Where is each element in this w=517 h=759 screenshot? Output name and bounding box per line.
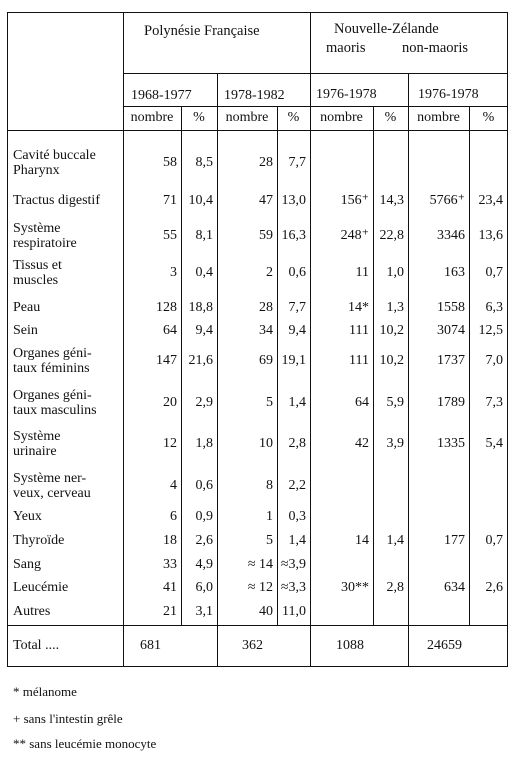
table-cell: 40 — [259, 604, 273, 619]
table-cell: 7,3 — [485, 395, 503, 410]
table-cell: 111 — [349, 323, 369, 338]
table-cell: 1 — [266, 509, 273, 524]
table-cell: 9,4 — [195, 323, 213, 338]
table-cell: 28 — [259, 300, 273, 315]
total-pf-2: 362 — [242, 638, 263, 653]
row-label-line2: veux, cerveau — [13, 486, 91, 501]
row-label-line2: muscles — [13, 273, 59, 288]
table-cell: 42 — [355, 436, 369, 451]
table-cell: 3346 — [437, 228, 465, 243]
table-cell: 2,6 — [195, 533, 213, 548]
header-nonmaoris: non-maoris — [402, 40, 469, 56]
table-cell: 8,1 — [195, 228, 213, 243]
table-cell: 10,4 — [188, 193, 213, 208]
table-cell: 7,7 — [288, 300, 306, 315]
footnote-3: ** sans leucémie monocyte — [13, 736, 157, 751]
table-cell: 1,4 — [288, 533, 306, 548]
table-cell: 0,4 — [195, 265, 213, 280]
footnote-1: * mélanome — [13, 684, 77, 699]
col-pct-1: % — [193, 110, 205, 125]
total-nz-2: 24659 — [427, 638, 462, 653]
row-label: Système ner- — [13, 471, 87, 486]
table-cell: 59 — [259, 228, 273, 243]
col-pct-2: % — [287, 110, 300, 125]
table-cell: ≈3,9 — [280, 557, 306, 572]
table-cell: 6,3 — [485, 300, 503, 315]
total-label: Total .... — [13, 638, 60, 653]
divider-h2 — [123, 106, 508, 107]
col-pct-4: % — [482, 110, 495, 125]
table-cell: 10,2 — [379, 353, 404, 368]
table-cell: 10,2 — [379, 323, 404, 338]
table-cell: 147 — [156, 353, 177, 368]
table-cell: 7,7 — [288, 155, 306, 170]
row-label-line2: Pharynx — [13, 163, 60, 178]
row-label: Sein — [13, 323, 38, 338]
period-4: 1976-1978 — [418, 87, 479, 102]
table-cell: 19,1 — [281, 353, 306, 368]
table-cell: 34 — [259, 323, 273, 338]
footnote-2: + sans l'intestin grêle — [13, 711, 123, 726]
row-label-line2: taux féminins — [13, 361, 90, 376]
total-nz-1: 1088 — [336, 638, 364, 653]
table-cell: 5 — [266, 533, 273, 548]
period-3: 1976-1978 — [316, 87, 377, 102]
row-label-line2: respiratoire — [13, 236, 77, 251]
row-label: Tractus digestif — [13, 193, 100, 208]
row-label: Peau — [13, 300, 41, 315]
table-cell: 3,1 — [195, 604, 213, 619]
table-cell: 33 — [163, 557, 177, 572]
table-cell: 55 — [163, 228, 177, 243]
table-cell: 248⁺ — [340, 228, 369, 243]
row-label: Yeux — [13, 509, 42, 524]
table-cell: 0,7 — [485, 533, 503, 548]
table-cell: 111 — [349, 353, 369, 368]
table-cell: 2 — [266, 265, 273, 280]
table-cell: 5,4 — [485, 436, 503, 451]
divider-h3 — [7, 130, 508, 131]
table-cell: 4 — [170, 478, 177, 493]
table-cell: 10 — [259, 436, 273, 451]
table-cell: 13,6 — [478, 228, 503, 243]
col-nombre-1: nombre — [130, 110, 174, 125]
table-cell: 0,9 — [195, 509, 213, 524]
row-label: Système — [13, 429, 61, 444]
row-label: Thyroïde — [13, 533, 65, 548]
row-label-line2: urinaire — [13, 444, 57, 459]
period-1: 1968-1977 — [131, 88, 192, 103]
table-cell: 5766⁺ — [429, 193, 465, 208]
row-label: Autres — [13, 604, 51, 619]
table-cell: 64 — [163, 323, 177, 338]
table-cell: 1,4 — [386, 533, 404, 548]
period-2: 1978-1982 — [224, 88, 285, 103]
table-cell: 20 — [163, 395, 177, 410]
header-pf: Polynésie Française — [144, 23, 260, 39]
table-cell: 1789 — [437, 395, 465, 410]
table-cell: 2,6 — [485, 580, 503, 595]
table-cell: 1335 — [437, 436, 465, 451]
table-cell: ≈ 12 — [247, 580, 273, 595]
table-cell: 69 — [259, 353, 273, 368]
table-cell: 6,0 — [195, 580, 213, 595]
table-cell: 163 — [444, 265, 465, 280]
table-cell: 7,0 — [485, 353, 503, 368]
table-cell: 16,3 — [281, 228, 306, 243]
table-cell: 3 — [170, 265, 177, 280]
row-label-line2: taux masculins — [13, 403, 97, 418]
table-cell: 41 — [163, 580, 177, 595]
table-cell: 5,9 — [386, 395, 404, 410]
table-cell: 2,2 — [288, 478, 306, 493]
table-cell: 30** — [341, 580, 369, 595]
table-cell: 1,0 — [386, 265, 404, 280]
row-label: Organes géni- — [13, 388, 92, 403]
table-cell: 12 — [163, 436, 177, 451]
table-cell: 2,8 — [386, 580, 404, 595]
table-cell: 14 — [355, 533, 369, 548]
table-cell: 12,5 — [478, 323, 503, 338]
table-cell: 14,3 — [379, 193, 404, 208]
table-cell: 8 — [266, 478, 273, 493]
row-label: Tissus et — [13, 258, 62, 273]
table-cell: 8,5 — [195, 155, 213, 170]
table-cell: 1558 — [437, 300, 465, 315]
table-cell: 6 — [170, 509, 177, 524]
table-cell: 71 — [163, 193, 177, 208]
table-cell: 11 — [355, 265, 369, 280]
table-cell: 18,8 — [188, 300, 213, 315]
header-nz: Nouvelle-Zélande — [334, 21, 439, 37]
row-label: Organes géni- — [13, 346, 92, 361]
table-cell: 21,6 — [188, 353, 213, 368]
table-cell: 156⁺ — [340, 193, 369, 208]
table-cell: 5 — [266, 395, 273, 410]
divider-p3-p4 — [408, 73, 409, 667]
table-cell: 1737 — [437, 353, 465, 368]
table-cell: 11,0 — [282, 604, 306, 619]
col-nombre-2: nombre — [225, 110, 269, 125]
table-cell: 58 — [163, 155, 177, 170]
table-cell: ≈ 14 — [247, 557, 273, 572]
table-cell: 4,9 — [195, 557, 213, 572]
total-pf-1: 681 — [140, 638, 161, 653]
row-label: Leucémie — [13, 580, 69, 595]
table-cell: 634 — [444, 580, 465, 595]
table-cell: 22,8 — [379, 228, 404, 243]
table-cell: 1,8 — [195, 436, 213, 451]
table-cell: ≈3,3 — [280, 580, 306, 595]
table-cell: 23,4 — [478, 193, 503, 208]
col-pct-3: % — [384, 110, 397, 125]
table-cell: 0,6 — [195, 478, 213, 493]
col-nombre-4: nombre — [417, 110, 460, 125]
header-maoris: maoris — [326, 40, 366, 56]
divider-total — [7, 625, 508, 626]
table-cell: 28 — [259, 155, 273, 170]
table-cell: 3,9 — [386, 436, 404, 451]
table-cell: 14* — [348, 300, 369, 315]
row-label: Cavité buccale — [13, 148, 96, 163]
table-cell: 9,4 — [288, 323, 306, 338]
table-cell: 177 — [444, 533, 465, 548]
row-label: Sang — [13, 557, 41, 572]
table-cell: 0,7 — [485, 265, 503, 280]
table-cell: 18 — [163, 533, 177, 548]
table-cell: 2,8 — [288, 436, 306, 451]
table-cell: 2,9 — [195, 395, 213, 410]
row-label: Système — [13, 221, 61, 236]
table-cell: 3074 — [437, 323, 465, 338]
divider-h1 — [123, 73, 508, 74]
table-cell: 13,0 — [281, 193, 306, 208]
table-cell: 0,3 — [288, 509, 306, 524]
table-cell: 128 — [156, 300, 177, 315]
table-cell: 64 — [355, 395, 369, 410]
table-cell: 21 — [163, 604, 177, 619]
table-cell: 1,3 — [386, 300, 404, 315]
table-cell: 47 — [259, 193, 273, 208]
table-cell: 0,6 — [288, 265, 306, 280]
table-cell: 1,4 — [288, 395, 306, 410]
col-nombre-3: nombre — [320, 110, 363, 125]
